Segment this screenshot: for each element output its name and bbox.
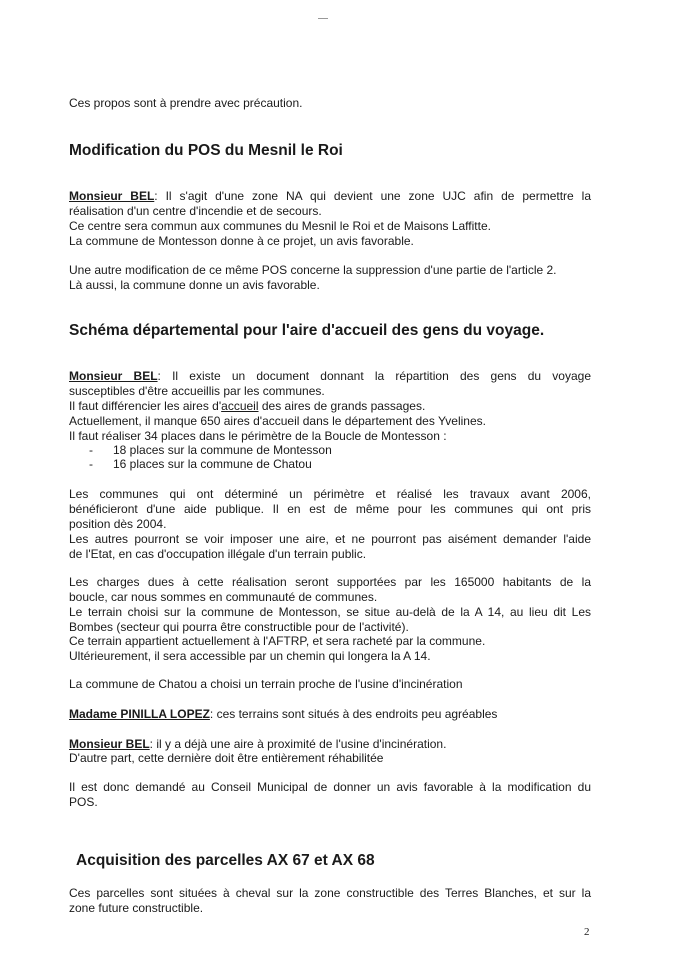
paragraph-line: Actuellement, il manque 650 aires d'accueil dans le département des Yvelines. — [69, 414, 486, 428]
section-heading-acquisition: Acquisition des parcelles AX 67 et AX 68 — [76, 852, 375, 869]
speaker-name: Monsieur BEL — [69, 189, 155, 203]
speaker-name: Madame PINILLA LOPEZ — [69, 707, 210, 721]
page-number: 2 — [584, 926, 590, 938]
bullet-marker: - — [89, 457, 93, 471]
speaker-name: Monsieur BEL — [69, 737, 150, 751]
paragraph-line: zone future constructible. — [69, 901, 204, 915]
paragraph-line: Monsieur BEL: Il existe un document donnant la répartition des gens du voyage — [69, 369, 591, 383]
paragraph-line: Bombes (secteur qui pourra être constructible pour de l'activité). — [69, 620, 409, 634]
paragraph-line: Là aussi, la commune donne un avis favorable. — [69, 278, 320, 292]
paragraph-line: Le terrain choisi sur la commune de Montesson, se situe au-delà de la A 14, au lieu dit Les — [69, 605, 591, 619]
paragraph-line: Une autre modification de ce même POS concerne la suppression d'une partie de l'article 2. — [69, 263, 557, 277]
paragraph-line: Il est donc demandé au Conseil Municipal de donner un avis favorable à la modification du — [69, 780, 591, 794]
paragraph-line: Les autres pourront se voir imposer une aire, et ne pourront pas aisément demander l'aide — [69, 532, 591, 546]
paragraph-line: Il faut réaliser 34 places dans le périmètre de la Boucle de Montesson : — [69, 429, 447, 443]
paragraph-line: Les charges dues à cette réalisation seront supportées par les 165000 habitants de la — [69, 575, 591, 589]
paragraph-line: Ces parcelles sont situées à cheval sur la zone constructible des Terres Blanches, et sur la — [69, 886, 591, 900]
section-heading-aire-accueil: Schéma départemental pour l'aire d'accueil des gens du voyage. — [69, 322, 545, 339]
scan-mark — [318, 18, 328, 19]
paragraph-line: La commune de Chatou a choisi un terrain proche de l'usine d'incinération — [69, 677, 463, 691]
paragraph-line: Monsieur BEL: Il s'agit d'une zone NA qui devient une zone UJC afin de permettre la — [69, 189, 592, 203]
paragraph-line: Il faut différencier les aires d'accueil des aires de grands passages. — [69, 399, 426, 413]
paragraph-line: susceptibles d'être accueillis par les communes. — [69, 384, 325, 398]
paragraph-line: Les communes qui ont déterminé un périmètre et réalisé les travaux avant 2006, — [69, 487, 591, 501]
list-item: - 16 places sur la commune de Chatou — [89, 457, 312, 471]
paragraph-line: La commune de Montesson donne à ce projet, un avis favorable. — [69, 234, 414, 248]
paragraph-line: Ce centre sera commun aux communes du Mesnil le Roi et de Maisons Laffitte. — [69, 219, 491, 233]
paragraph-line: Monsieur BEL: il y a déjà une aire à proximité de l'usine d'incinération. — [69, 737, 447, 751]
paragraph-line: Madame PINILLA LOPEZ: ces terrains sont situés à des endroits peu agréables — [69, 707, 498, 721]
bullet-marker: - — [89, 443, 93, 457]
speaker-name: Monsieur BEL — [69, 369, 158, 383]
list-item: - 18 places sur la commune de Montesson — [89, 443, 332, 457]
section-heading-pos-mesnil: Modification du POS du Mesnil le Roi — [69, 142, 343, 159]
paragraph-line: Ce terrain appartient actuellement à l'AFTRP, et sera racheté par la commune. — [69, 634, 486, 648]
paragraph-line: de l'Etat, en cas d'occupation illégale d'un terrain public. — [69, 547, 367, 561]
paragraph-line: Ultérieurement, il sera accessible par un chemin qui longera la A 14. — [69, 649, 431, 663]
paragraph-line: bénéficieront d'une aide publique. Il en est de même pour les communes qui ont pris — [69, 502, 591, 516]
paragraph-line: POS. — [69, 795, 98, 809]
intro-text: Ces propos sont à prendre avec précaution. — [69, 96, 303, 110]
paragraph-line: D'autre part, cette dernière doit être entièrement réhabilitée — [69, 751, 384, 765]
paragraph-line: boucle, car nous sommes en communauté de communes. — [69, 590, 378, 604]
paragraph-line: réalisation d'un centre d'incendie et de secours. — [69, 204, 322, 218]
paragraph-line: position dès 2004. — [69, 517, 167, 531]
